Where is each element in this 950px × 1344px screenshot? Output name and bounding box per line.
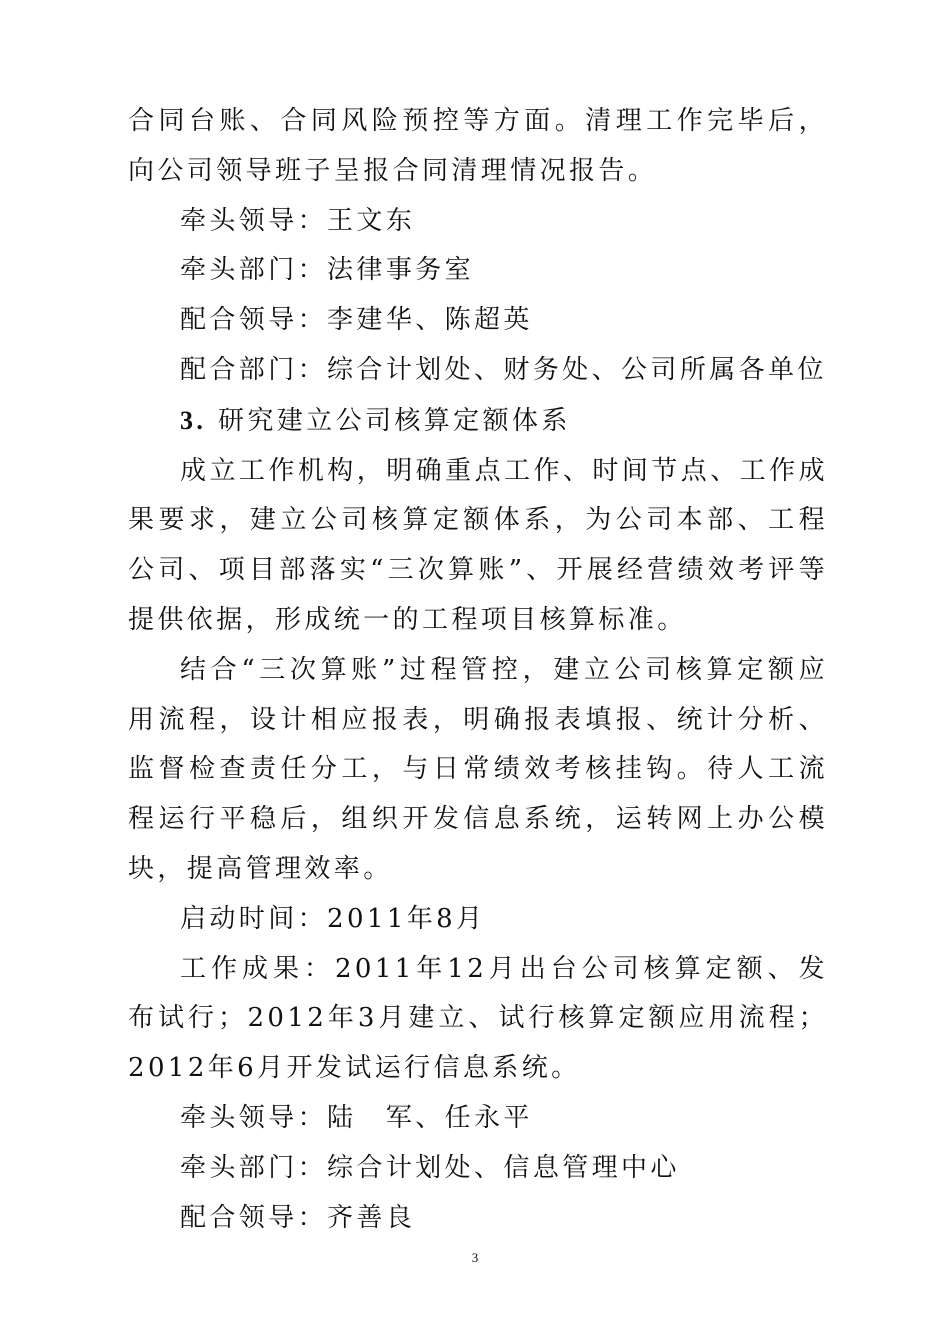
results-label: 工作成果：	[180, 953, 335, 984]
co-leader-value: 齐善良	[327, 1202, 416, 1233]
co-leader-line-2	[128, 1194, 828, 1244]
co-dept-label: 配合部门：	[180, 354, 328, 385]
start-time-value: 2011年8月	[327, 903, 486, 934]
lead-dept-value: 法律事务室	[327, 255, 475, 286]
co-leader-label: 配合领导：	[180, 1202, 328, 1233]
lead-dept-value: 综合计划处、信息管理中心	[327, 1152, 680, 1183]
start-time-label: 启动时间：	[180, 903, 328, 934]
lead-leader-value: 陆 军、任永平	[327, 1102, 533, 1133]
section-heading-3	[128, 396, 828, 447]
lead-leader-value: 王文东	[327, 205, 416, 236]
co-dept-line-1	[128, 346, 828, 396]
co-dept-value: 综合计划处、财务处、公司所属各单位	[327, 354, 827, 385]
lead-dept-label: 牵头部门：	[180, 1152, 328, 1183]
lead-dept-line-1	[128, 246, 828, 296]
co-leader-value: 李建华、陈超英	[327, 305, 533, 336]
paragraph-process-control: 结合“三次算账”过程管控，建立公司核算定额应用流程，设计相应报表，明确报表填报、统计分析、监督检查责任分工，与日常绩效考核挂钩。待人工流程运行平稳后，组织开发信息系统，运转网上办公模块，提高管理效率。	[128, 654, 828, 884]
lead-dept-label: 牵头部门：	[180, 255, 328, 286]
results-paragraph	[128, 945, 828, 1094]
lead-leader-label: 牵头领导：	[180, 1102, 328, 1133]
lead-leader-line-1	[128, 197, 828, 247]
page-number: 3	[471, 1250, 479, 1265]
results-value: 2011年12月出台公司核算定额、发布试行；2012年3月建立、试行核算定额应用流程；2012年6月开发试运行信息系统。	[128, 953, 828, 1084]
paragraph-establish-system: 成立工作机构，明确重点工作、时间节点、工作成果要求，建立公司核算定额体系，为公司本部、工程公司、项目部落实“三次算账”、开展经营绩效考评等提供依据，形成统一的工程项目核算标准。	[128, 455, 828, 635]
co-leader-line-1	[128, 296, 828, 346]
co-leader-label: 配合领导：	[180, 305, 328, 336]
lead-dept-line-2	[128, 1144, 828, 1194]
start-time-line	[128, 895, 828, 945]
paragraph-contract-cleanup: 合同台账、合同风险预控等方面。清理工作完毕后，向公司领导班子呈报合同清理情况报告。	[128, 106, 828, 186]
section-title: 研究建立公司核算定额体系	[217, 405, 571, 436]
lead-leader-label: 牵头领导：	[180, 205, 328, 236]
lead-leader-line-2	[128, 1094, 828, 1144]
document-body	[128, 97, 828, 1243]
section-number: 3.	[180, 405, 207, 435]
